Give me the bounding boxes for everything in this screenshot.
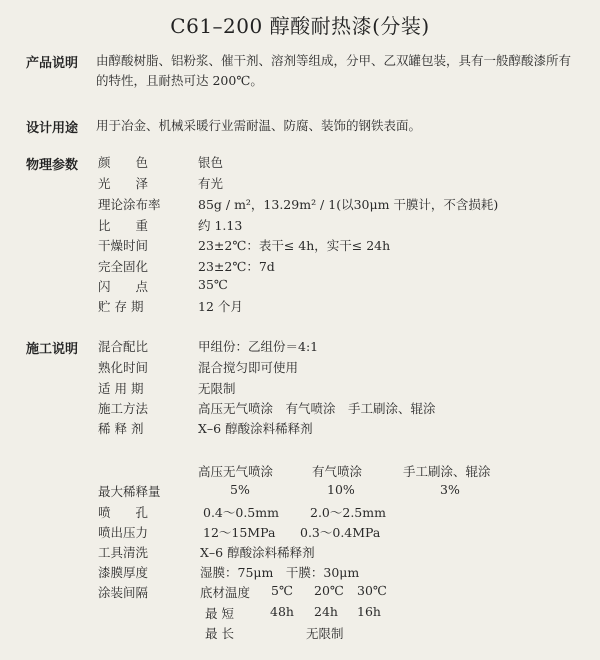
table-cell: 3% [440, 482, 460, 497]
physical-row-label: 比 重 [98, 218, 149, 233]
interval-cell: 48h [270, 604, 294, 619]
table-header-brush: 手工刷涂、辊涂 [403, 464, 491, 479]
table-header-air: 有气喷涂 [312, 464, 363, 479]
interval-label: 涂装间隔 [98, 585, 149, 600]
section-label-design-use: 设计用途 [26, 121, 79, 136]
interval-header: 5℃ [271, 583, 293, 598]
table-row-label: 最大稀释量 [98, 484, 161, 499]
table-cell: 湿膜：75μm 干膜：30μm [200, 565, 360, 580]
physical-row-value: 35℃ [198, 277, 228, 292]
interval-longest-label: 最 长 [205, 626, 234, 641]
interval-cell: 24h [314, 604, 338, 619]
interval-shortest-label: 最 短 [205, 606, 234, 621]
physical-row-label: 完全固化 [98, 259, 149, 274]
physical-row-value: 12 个月 [198, 299, 243, 314]
physical-row-label: 理论涂布率 [98, 197, 161, 212]
interval-header: 30℃ [357, 583, 387, 598]
application-row-value: 甲组份：乙组份＝4:1 [198, 339, 319, 354]
table-row-label: 工具清洗 [98, 545, 149, 560]
section-label-product-desc: 产品说明 [26, 56, 79, 71]
physical-row-label: 干燥时间 [98, 238, 149, 253]
interval-header: 20℃ [314, 583, 344, 598]
physical-row-label: 贮 存 期 [98, 299, 144, 314]
physical-row-value: 23±2℃：7d [198, 259, 275, 274]
physical-row-value: 约 1.13 [198, 218, 243, 233]
product-desc-text: 由醇酸树脂、铝粉浆、催干剂、溶剂等组成，分甲、乙双罐包装，具有一般醇酸漆所有的特性，且耐热可达 200℃。 [96, 53, 572, 88]
table-cell: 0.3～0.4MPa [300, 525, 381, 540]
section-label-physical: 物理参数 [26, 158, 79, 173]
table-cell: 12～15MPa [203, 525, 276, 540]
physical-row-value: 23±2℃：表干≤ 4h，实干≤ 24h [198, 238, 391, 253]
physical-row-value: 85g / m²，13.29m² / 1(以30μm 干膜计，不含损耗) [198, 197, 499, 212]
physical-row-label: 闪 点 [98, 279, 149, 294]
application-row-label: 适 用 期 [98, 381, 144, 396]
application-row-label: 熟化时间 [98, 360, 149, 375]
application-row-value: 混合搅匀即可使用 [198, 360, 299, 375]
physical-row-value: 有光 [198, 176, 224, 191]
interval-header: 底材温度 [200, 585, 251, 600]
table-cell: 0.4～0.5mm [203, 505, 279, 520]
physical-row-value: 银色 [198, 155, 224, 170]
table-row-label: 喷 孔 [98, 505, 149, 520]
physical-row-label: 光 泽 [98, 176, 149, 191]
table-row-label: 漆膜厚度 [98, 565, 149, 580]
table-cell: 10% [327, 482, 355, 497]
interval-cell: 无限制 [306, 626, 344, 641]
table-cell: X–6 醇酸涂料稀释剂 [200, 545, 315, 560]
table-header-airless: 高压无气喷涂 [198, 464, 274, 479]
application-row-label: 稀 释 剂 [98, 421, 144, 436]
section-label-application: 施工说明 [26, 342, 79, 357]
table-row-label: 喷出压力 [98, 525, 149, 540]
application-row-value: 无限制 [198, 381, 236, 396]
application-row-label: 施工方法 [98, 401, 149, 416]
application-row-label: 混合配比 [98, 339, 149, 354]
interval-cell: 16h [357, 604, 381, 619]
application-row-value: X–6 醇酸涂料稀释剂 [198, 421, 313, 436]
physical-row-label: 颜 色 [98, 155, 149, 170]
design-use-text: 用于冶金、机械采暖行业需耐温、防腐、装饰的钢铁表面。 [96, 118, 422, 133]
table-cell: 2.0～2.5mm [310, 505, 386, 520]
page-title: C61–200 醇酸耐热漆(分装) [170, 14, 430, 38]
application-row-value: 高压无气喷涂 有气喷涂 手工刷涂、辊涂 [198, 401, 436, 416]
table-cell: 5% [230, 482, 250, 497]
